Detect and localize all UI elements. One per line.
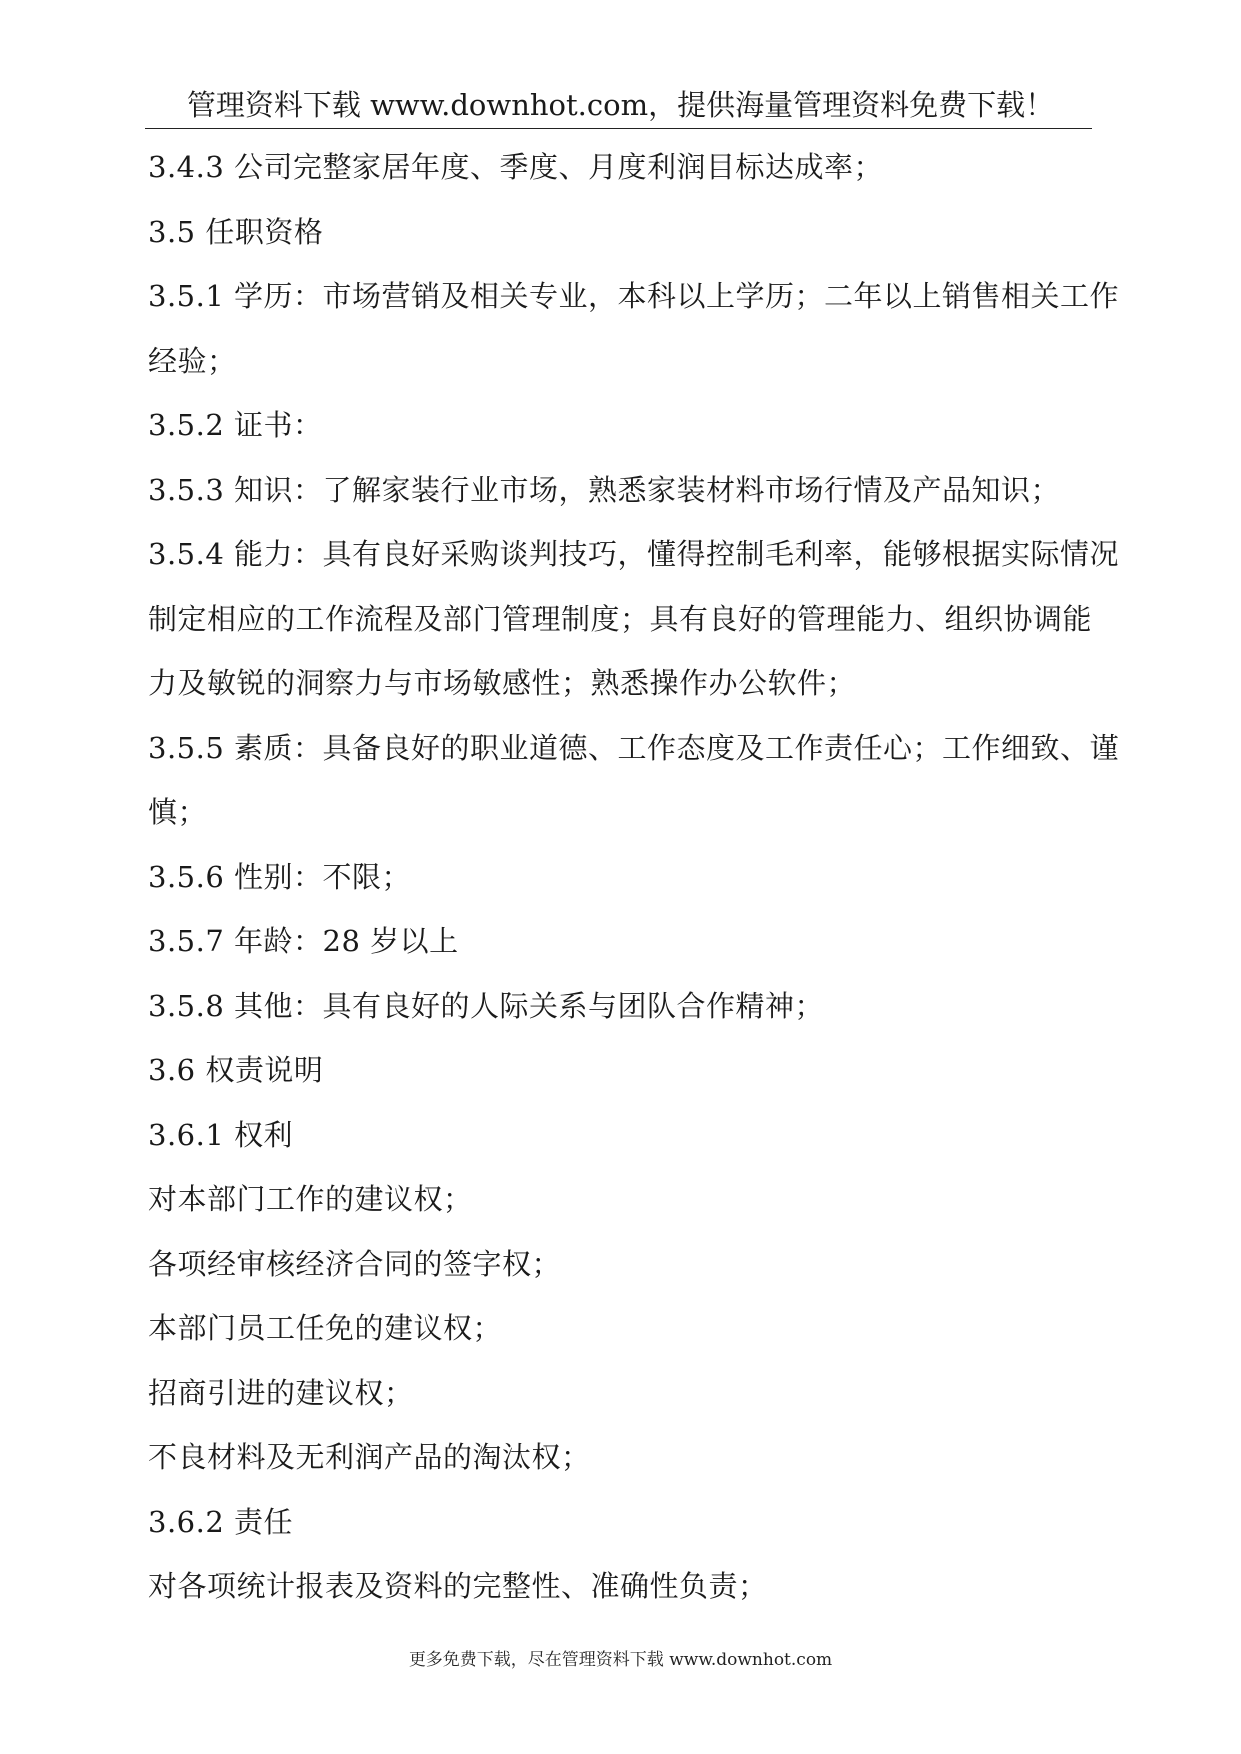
text-line: 3.5.8 其他：具有良好的人际关系与团队合作精神； [148, 988, 825, 1023]
text-line: 3.5.2 证书： [148, 408, 323, 442]
header-divider [145, 128, 1092, 129]
text-line: 不良材料及无利润产品的淘汰权； [148, 1440, 591, 1474]
document-body [148, 135, 1120, 1619]
section-heading: 3.5 任职资格 [148, 214, 324, 249]
text-line: 3.5.3 知识：了解家装行业市场，熟悉家装材料市场行情及产品知识； [148, 472, 1061, 507]
page-header: 管理资料下载 www.downhot.com，提供海量管理资料免费下载！ [186, 88, 1055, 122]
text-line: 3.5.4 能力：具有良好采购谈判技巧，懂得控制毛利率，能够根据实际情况 [148, 537, 1120, 571]
text-line: 经验； [148, 343, 237, 378]
subsection-heading: 3.6.1 权利 [148, 1117, 294, 1152]
section-heading: 3.6 权责说明 [148, 1053, 324, 1087]
text-line: 3.5.1 学历：市场营销及相关专业，本科以上学历；二年以上销售相关工作 [148, 279, 1120, 313]
text-line: 制定相应的工作流程及部门管理制度；具有良好的管理能力、组织协调能 [148, 601, 1093, 636]
page-footer: 更多免费下载，尽在管理资料下载 www.downhot.com [408, 1650, 833, 1670]
text-line: 招商引进的建议权； [148, 1375, 414, 1410]
text-line: 慎； [148, 795, 208, 829]
text-line: 本部门员工任免的建议权； [148, 1311, 503, 1345]
text-line: 对本部门工作的建议权； [148, 1182, 473, 1216]
text-line: 3.5.5 素质：具备良好的职业道德、工作态度及工作责任心；工作细致、谨 [148, 730, 1120, 765]
text-line: 3.5.6 性别：不限； [148, 859, 412, 894]
text-line: 对各项统计报表及资料的完整性、准确性负责； [148, 1569, 768, 1603]
text-line: 力及敏锐的洞察力与市场敏感性；熟悉操作办公软件； [148, 666, 857, 700]
text-line: 3.5.7 年龄：28 岁以上 [148, 924, 459, 958]
subsection-heading: 3.6.2 责任 [148, 1504, 294, 1539]
text-line: 3.4.3 公司完整家居年度、季度、月度利润目标达成率； [148, 150, 884, 184]
text-line: 各项经审核经济合同的签字权； [148, 1246, 562, 1281]
